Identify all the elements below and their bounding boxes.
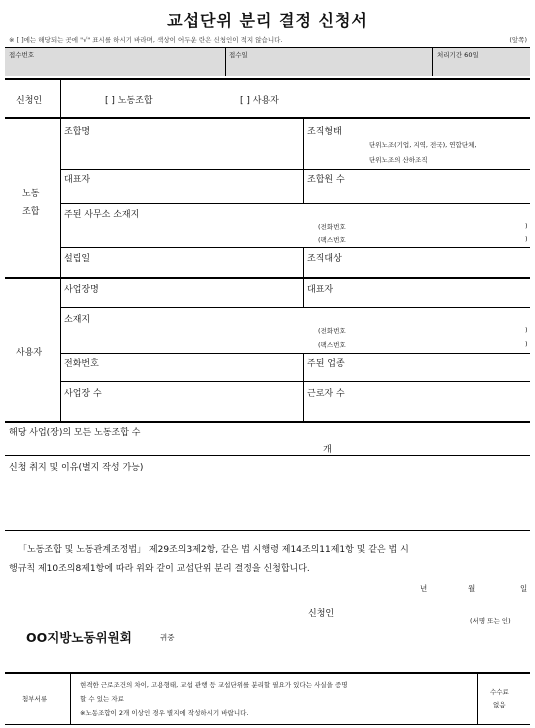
page-side-label: (앞쪽) [509,36,527,44]
rule [5,277,530,279]
attachments-line3: ※노동조합이 2개 이상인 경우 별지에 작성하시기 바랍니다. [80,709,249,717]
rule [5,530,530,531]
union-phone-close: ) [525,222,528,230]
rule [5,421,530,423]
rule [432,47,433,76]
employer-fax-label: (팩스번호 [318,341,346,349]
rule [60,203,530,204]
rule [5,672,530,674]
signature-label: (서명 또는 인) [470,617,511,625]
rule [303,279,304,307]
rule [60,169,530,170]
attachments-line1: 현격한 근로조건의 차이, 고용형태, 교섭 관행 등 교섭단위를 분리할 필요가 있다는 사실을 증명 [80,681,348,689]
fee-label: 수수료 [490,688,509,696]
applicant-option-employer[interactable]: [ ] 사용자 [240,96,279,106]
rule [60,307,530,308]
org-form-label: 조직형태 [307,127,342,137]
employer-representative-label: 대표자 [307,285,334,295]
workplaces-count-label: 사업장 수 [64,389,102,399]
declaration-line1: 「노동조합 및 노동관계조정법」 제29조의3제2항, 같은 법 시행령 제14조의11제1항 및 같은 법 시 [18,545,409,555]
established-date-label: 설립일 [64,254,91,264]
employer-location-label: 소재지 [64,315,91,325]
rule [5,724,530,725]
rule [5,117,530,119]
all-unions-count-unit: 개 [323,445,332,455]
org-form-option-line2: 단위노조의 산하조직 [369,156,428,164]
all-unions-count-label: 해당 사업(장)의 모든 노동조합 수 [9,428,141,438]
rule [60,80,61,117]
union-representative-label: 대표자 [64,175,91,185]
workers-count-label: 근로자 수 [307,389,345,399]
union-phone-label: (전화번호 [318,223,346,231]
instruction-note: ※ [ ]에는 해당되는 곳에 "√" 표시를 하시기 바라며, 색상이 어두운 란은 신청인이 적지 않습니다. [9,36,283,44]
rule [303,353,304,421]
rule [303,119,304,169]
workplace-name-label: 사업장명 [64,285,99,295]
rule [60,119,61,277]
rule [303,169,304,203]
recipient-committee: OO지방노동위원회 [26,630,132,645]
rule [303,247,304,277]
union-fax-close: ) [525,235,528,243]
applicant-option-union[interactable]: [ ] 노동조합 [105,96,153,106]
employer-fax-close: ) [525,340,528,348]
form-title: 교섭단위 분리 결정 신청서 [167,11,368,30]
receipt-date-label: 접수일 [229,51,248,59]
rule [5,455,530,456]
attachments-line2: 할 수 있는 자료 [80,695,124,703]
rule [5,47,530,48]
union-section-label-2: 조합 [22,207,40,217]
fee-value: 없음 [493,701,506,709]
employer-tel-label: 전화번호 [64,359,99,369]
rule [70,674,71,724]
employer-phone-close: ) [525,326,528,334]
rule [5,78,530,80]
date-day-label: 일 [520,584,528,593]
applicant-label: 신청인 [16,96,43,106]
recipient-suffix: 귀중 [160,633,175,642]
processing-period-label: 처리기간 60일 [437,51,479,59]
declaration-line2: 행규칙 제10조의8제1항에 따라 위와 같이 교섭단위 분리 결정을 신청합니다. [9,564,310,574]
rule [477,674,478,724]
org-form-option-line1: 단위노조(기업, 지역, 전국), 연합단체, [369,141,477,149]
date-month-label: 월 [468,584,476,593]
office-location-label: 주된 사무소 소재지 [64,210,140,220]
attachments-label: 첨부서류 [22,695,48,703]
union-section-label-1: 노동 [22,189,40,199]
rule [60,247,530,248]
union-fax-label: (팩스번호 [318,236,346,244]
rule [60,279,61,421]
employer-phone-label: (전화번호 [318,327,346,335]
signer-label: 신청인 [308,609,335,619]
date-year-label: 년 [420,584,428,593]
rule [225,47,226,76]
receipt-number-label: 접수번호 [9,51,35,59]
main-business-label: 주된 업종 [307,359,345,369]
union-name-label: 조합명 [64,127,91,137]
rule [60,353,530,354]
members-count-label: 조합원 수 [307,175,345,185]
reason-label: 신청 취지 및 이유(별지 작성 가능) [9,463,144,473]
rule [60,381,530,382]
employer-section-label: 사용자 [16,348,43,358]
organization-target-label: 조직대상 [307,254,342,264]
